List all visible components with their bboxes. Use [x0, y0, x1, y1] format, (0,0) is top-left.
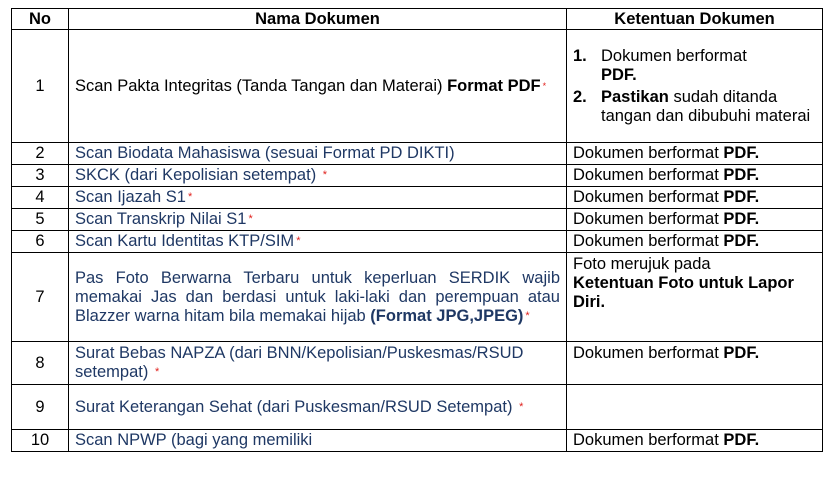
document-name-text: Surat Keterangan Sehat (dari Puskesman/RSUD Setempat) — [75, 397, 518, 416]
document-name-text: Scan Kartu Identitas KTP/SIM — [75, 232, 295, 250]
table-row — [12, 165, 823, 187]
document-name — [69, 187, 567, 209]
document-requirement — [567, 385, 823, 430]
document-name — [69, 209, 567, 231]
row-number: 9 — [12, 385, 69, 430]
document-name-text: SKCK (dari Kepolisian setempat) — [75, 166, 321, 184]
document-requirement — [567, 342, 823, 385]
table-row — [12, 430, 823, 452]
required-asterisk: * — [542, 80, 547, 91]
document-name — [69, 231, 567, 253]
requirement-bold: Pastikan — [601, 87, 669, 106]
document-requirements-table — [11, 8, 823, 452]
table-header-row — [12, 9, 823, 30]
document-requirement — [567, 253, 823, 342]
table-row — [12, 342, 823, 385]
requirement-number: 2. — [573, 87, 587, 106]
requirement-bold: PDF. — [723, 144, 760, 162]
document-name — [69, 253, 567, 342]
requirement-text: Dokumen berformat — [573, 344, 724, 362]
table-row — [12, 253, 823, 342]
document-name-text: Scan Biodata Mahasiswa (sesuai Format PD DIKTI) — [75, 144, 455, 162]
table-row — [12, 231, 823, 253]
requirement-list — [573, 47, 816, 126]
row-number: 3 — [12, 165, 69, 187]
table-row — [12, 30, 823, 143]
document-name — [69, 165, 567, 187]
required-asterisk: * — [525, 309, 530, 322]
required-asterisk: * — [248, 213, 253, 225]
requirement-text: Dokumen berformat — [573, 166, 724, 184]
document-name — [69, 342, 567, 385]
row-number: 6 — [12, 231, 69, 253]
document-name — [69, 430, 567, 452]
row-number: 5 — [12, 209, 69, 231]
document-name-text: Scan Pakta Integritas (Tanda Tangan dan Materai) — [75, 76, 448, 95]
header-no: No — [12, 9, 69, 30]
document-name-text: Scan Transkrip Nilai S1 — [75, 210, 247, 228]
required-asterisk: * — [296, 235, 301, 247]
row-number: 4 — [12, 187, 69, 209]
requirement-text: Dokumen berformat — [573, 232, 724, 250]
document-format-label: (Format JPG,JPEG) — [370, 306, 524, 325]
requirement-text: Dokumen berformat — [573, 188, 724, 206]
requirement-bold: PDF. — [723, 166, 760, 184]
requirement-number: 1. — [573, 46, 587, 65]
header-ketentuan-dokumen: Ketentuan Dokumen — [567, 9, 823, 30]
required-asterisk: * — [519, 400, 524, 413]
required-asterisk: * — [322, 169, 328, 181]
document-requirement — [567, 430, 823, 452]
document-requirement — [567, 231, 823, 253]
document-name — [69, 30, 567, 143]
requirement-bold: Ketentuan Foto untuk Lapor Diri. — [573, 274, 794, 311]
row-number: 7 — [12, 253, 69, 342]
table-row — [12, 209, 823, 231]
requirement-item — [573, 47, 816, 85]
requirement-text: sudah ditanda tangan dan dibubuhi materai — [601, 87, 811, 125]
requirement-bold: PDF. — [723, 344, 760, 362]
document-name-text: Surat Bebas NAPZA (dari BNN/Kepolisian/Puskesmas/RSUD setempat) — [75, 344, 524, 381]
row-number: 10 — [12, 430, 69, 452]
requirement-bold: PDF. — [723, 210, 760, 228]
document-requirement — [567, 165, 823, 187]
requirement-bold: PDF. — [723, 431, 760, 449]
table-row — [12, 143, 823, 165]
table-row — [12, 385, 823, 430]
required-asterisk: * — [188, 191, 193, 203]
document-name-text: Scan NPWP (bagi yang memiliki — [75, 431, 313, 449]
required-asterisk: * — [154, 366, 160, 378]
document-name — [69, 385, 567, 430]
requirement-item — [573, 88, 816, 126]
document-requirement — [567, 209, 823, 231]
requirement-bold: PDF. — [723, 232, 760, 250]
document-name-text: Scan Ijazah S1 — [75, 188, 186, 206]
requirement-text: Dokumen berformat — [601, 46, 747, 65]
header-nama-dokumen: Nama Dokumen — [69, 9, 567, 30]
requirement-text: Dokumen berformat — [573, 210, 724, 228]
document-name-text: Pas Foto Berwarna Terbaru untuk keperluan SERDIK wajib memakai Jas dan berdasi untuk laki-laki dan perempuan atau Blazzer warna hitam bila memakai hijab — [75, 268, 560, 325]
document-requirement — [567, 187, 823, 209]
requirement-text: Dokumen berformat — [573, 431, 724, 449]
requirement-bold: PDF. — [723, 188, 760, 206]
row-number: 8 — [12, 342, 69, 385]
requirement-bold: PDF. — [601, 65, 637, 84]
table-row — [12, 187, 823, 209]
document-name — [69, 143, 567, 165]
document-requirement — [567, 30, 823, 143]
document-format-label: Format PDF — [447, 76, 541, 95]
document-requirement — [567, 143, 823, 165]
requirement-text: Foto merujuk pada — [573, 255, 711, 273]
requirement-text: Dokumen berformat — [573, 144, 724, 162]
row-number: 2 — [12, 143, 69, 165]
row-number: 1 — [12, 30, 69, 143]
